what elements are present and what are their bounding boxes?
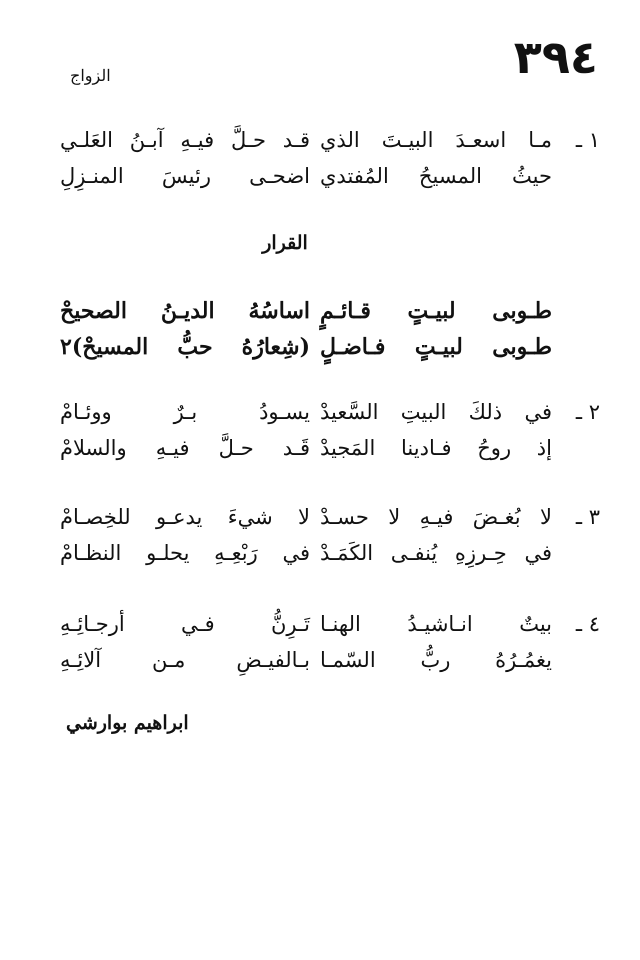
verse-second-hemistich: يسـودُ بـرٌ ووئـامْ [60, 400, 310, 424]
stanza-3 [60, 505, 600, 577]
verse-second-hemistich: في رَبْعِـهِ يحلـو النظـامْ [60, 541, 310, 565]
refrain-line [60, 334, 600, 370]
verse-first-hemistich: في حِـرزِهِ يُنفـى الكَمَـدْ [320, 541, 552, 565]
verse-second-hemistich: (شِعارُهُ حبُّ المسيحْ)٢ [60, 334, 310, 360]
verse-second-hemistich: اساسُهُ الديـنُ الصحيحْ [60, 298, 310, 324]
verse-second-hemistich: قَـد حـلَّ فيـهِ والسلامْ [60, 436, 310, 460]
verse-second-hemistich: قـد حـلَّ فيـهِ آبـنُ العَلـي [60, 128, 310, 152]
refrain [60, 298, 600, 370]
verse-first-hemistich: في ذلكَ البيتِ السَّعيدْ [320, 400, 552, 424]
stanza-number: ٤ ـ [575, 612, 600, 636]
refrain-line [60, 298, 600, 334]
verse-second-hemistich: لا شيءَ يدعـو للخِصـامْ [60, 505, 310, 529]
stanza-1 [60, 128, 600, 200]
stanza-line [60, 612, 600, 648]
stanza-4 [60, 612, 600, 684]
verse-second-hemistich: اضحـى رئيسَ المنـزِلِ [60, 164, 310, 188]
stanza-number: ٣ ـ [575, 505, 600, 529]
stanza-line [60, 128, 600, 164]
verse-first-hemistich: يغمُـرُهُ ربُّ السّمـا [320, 648, 552, 672]
stanza-2 [60, 400, 600, 472]
running-header-title: الزواج [70, 66, 111, 85]
refrain-title: القرار [262, 232, 308, 254]
stanza-line [60, 505, 600, 541]
stanza-line [60, 648, 600, 684]
stanza-line [60, 436, 600, 472]
verse-first-hemistich: إذ روحُ فـادينا المَجيدْ [320, 436, 552, 460]
stanza-number: ١ ـ [575, 128, 600, 152]
author-name: ابراهيم بوارشي [66, 712, 189, 734]
verse-first-hemistich: طـوبى لبيـتٍ قـائـمٍ [320, 298, 552, 324]
verse-first-hemistich: مـا اسعـدَ البيـتَ الذي [320, 128, 552, 152]
verse-second-hemistich: بـالفيـضِ مـن آلائِـهِ [60, 648, 310, 672]
stanza-line [60, 541, 600, 577]
page-number: ٣٩٤ [513, 30, 598, 84]
verse-first-hemistich: طـوبى لبيـتٍ فـاضـلٍ [320, 334, 552, 360]
stanza-line [60, 400, 600, 436]
verse-first-hemistich: بيتٌ انـاشيـدُ الهنـا [320, 612, 552, 636]
verse-first-hemistich: حيثُ المسيحُ المُفتدي [320, 164, 552, 188]
stanza-number: ٢ ـ [575, 400, 600, 424]
verse-second-hemistich: تَـرِنُّ فـي أرجـائِـهِ [60, 612, 310, 636]
verse-first-hemistich: لا بُغـضَ فيـهِ لا حسـدْ [320, 505, 552, 529]
stanza-line [60, 164, 600, 200]
